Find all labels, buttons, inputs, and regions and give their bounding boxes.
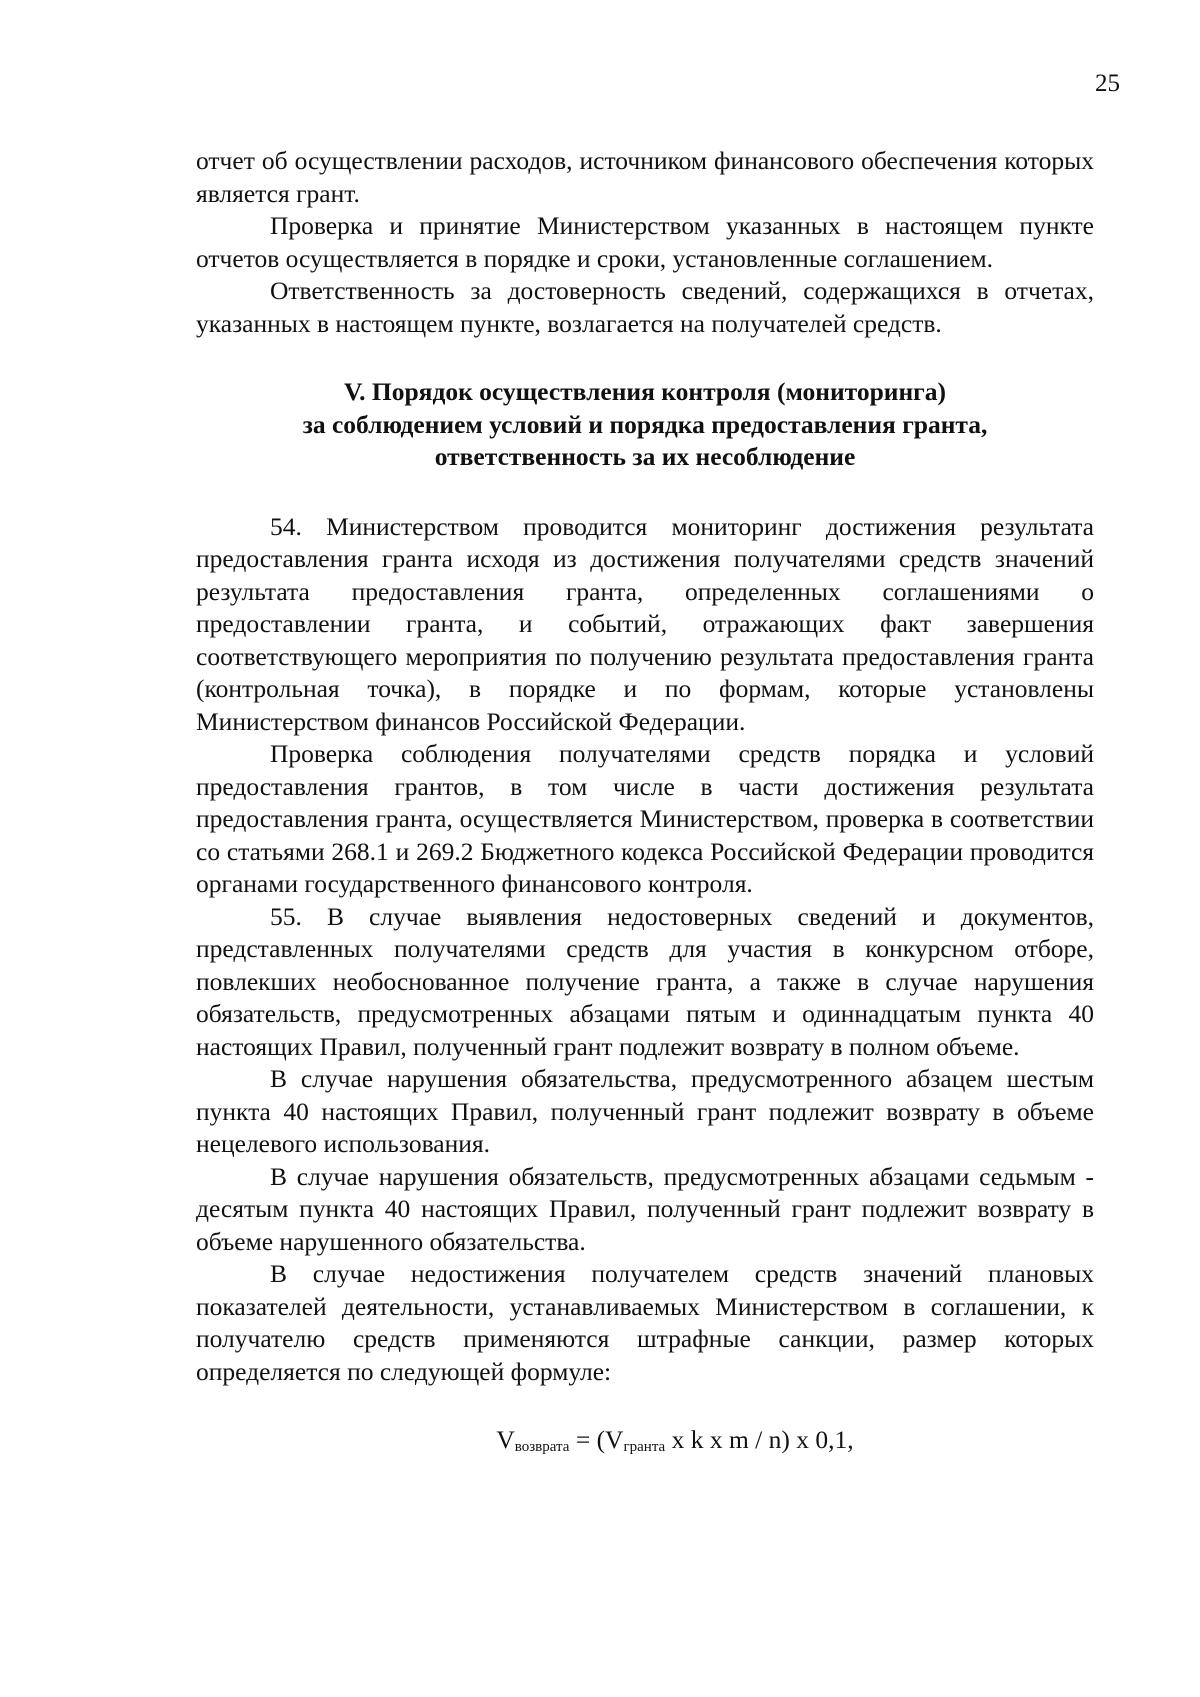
- section-heading-line: V. Порядок осуществления контроля (мониторинга): [344, 377, 946, 406]
- paragraph-compliance-check: Проверка соблюдения получателями средств порядка и условий предоставления грантов, в том числе в части достижения результата предоставления гранта, осуществляется Министерством, проверка в соответствии со статьями 268.1 и 269.2 Бюджетного кодекса Российской Федерации проводится органами государственного финансового контроля.: [196, 739, 1094, 898]
- page-number: 25: [1095, 70, 1120, 97]
- document-body: [196, 145, 1094, 1464]
- paragraph-obligation-return: В случае нарушения обязательств, предусмотренных абзацами седьмым - десятым пункта 40 настоящих Правил, полученный грант подлежит возврату в объеме нарушенного обязательства.: [196, 1161, 1094, 1256]
- paragraph-penalty: В случае недостижения получателем средств значений плановых показателей деятельности, устанавливаемых Министерством в соглашении, к получателю средств применяются штрафные санкции, размер которых определяется по следующей формуле:: [196, 1259, 1094, 1386]
- paragraph-report-check: Проверка и принятие Министерством указанных в настоящем пункте отчетов осуществляется в порядке и сроки, установленные соглашением.: [196, 211, 1094, 273]
- formula-lhs-subscript: возврата: [514, 1439, 570, 1455]
- paragraph-misuse-return: В случае нарушения обязательства, предусмотренного абзацем шестым пункта 40 настоящих Правил, полученный грант подлежит возврату в объеме нецелевого использования.: [196, 1064, 1094, 1158]
- formula-lhs-var: V: [496, 1425, 515, 1454]
- penalty-formula: [196, 1424, 1094, 1464]
- paragraph-continuation: отчет об осуществлении расходов, источником финансового обеспечения которых является грант.: [196, 146, 1094, 208]
- formula-eq-open: = (V: [569, 1425, 624, 1454]
- formula-grant-subscript: гранта: [623, 1439, 666, 1455]
- section-heading-line: ответственность за их несоблюдение: [434, 442, 856, 471]
- paragraph-item-55: 55. В случае выявления недостоверных сведений и документов, представленных получателями средств для участия в конкурсном отборе, повлекших необоснованное получение гранта, а также в случае нарушения обязательств, предусмотренных абзацами пятым и одиннадцатым пункта 40 настоящих Правил, полученный грант подлежит возврату в полном объеме.: [196, 901, 1094, 1061]
- section-heading-line: за соблюдением условий и порядка предоставления гранта,: [302, 409, 988, 439]
- section-heading: [196, 376, 1094, 474]
- paragraph-responsibility: Ответственность за достоверность сведений, содержащихся в отчетах, указанных в настоящем пункте, возлагается на получателей средств.: [196, 276, 1094, 338]
- formula-rhs: x k x m / n) x 0,1,: [665, 1425, 854, 1454]
- paragraph-item-54: 54. Министерством проводится мониторинг достижения результата предоставления гранта исходя из достижения получателями средств значений результата предоставления гранта, определенных соглашениями о предоставлении гранта, и событий, отражающих факт завершения соответствующего мероприятия по получению результата предоставления гранта (контрольная точка), в порядке и по формам, которые установлены Министерством финансов Российской Федерации.: [196, 511, 1094, 736]
